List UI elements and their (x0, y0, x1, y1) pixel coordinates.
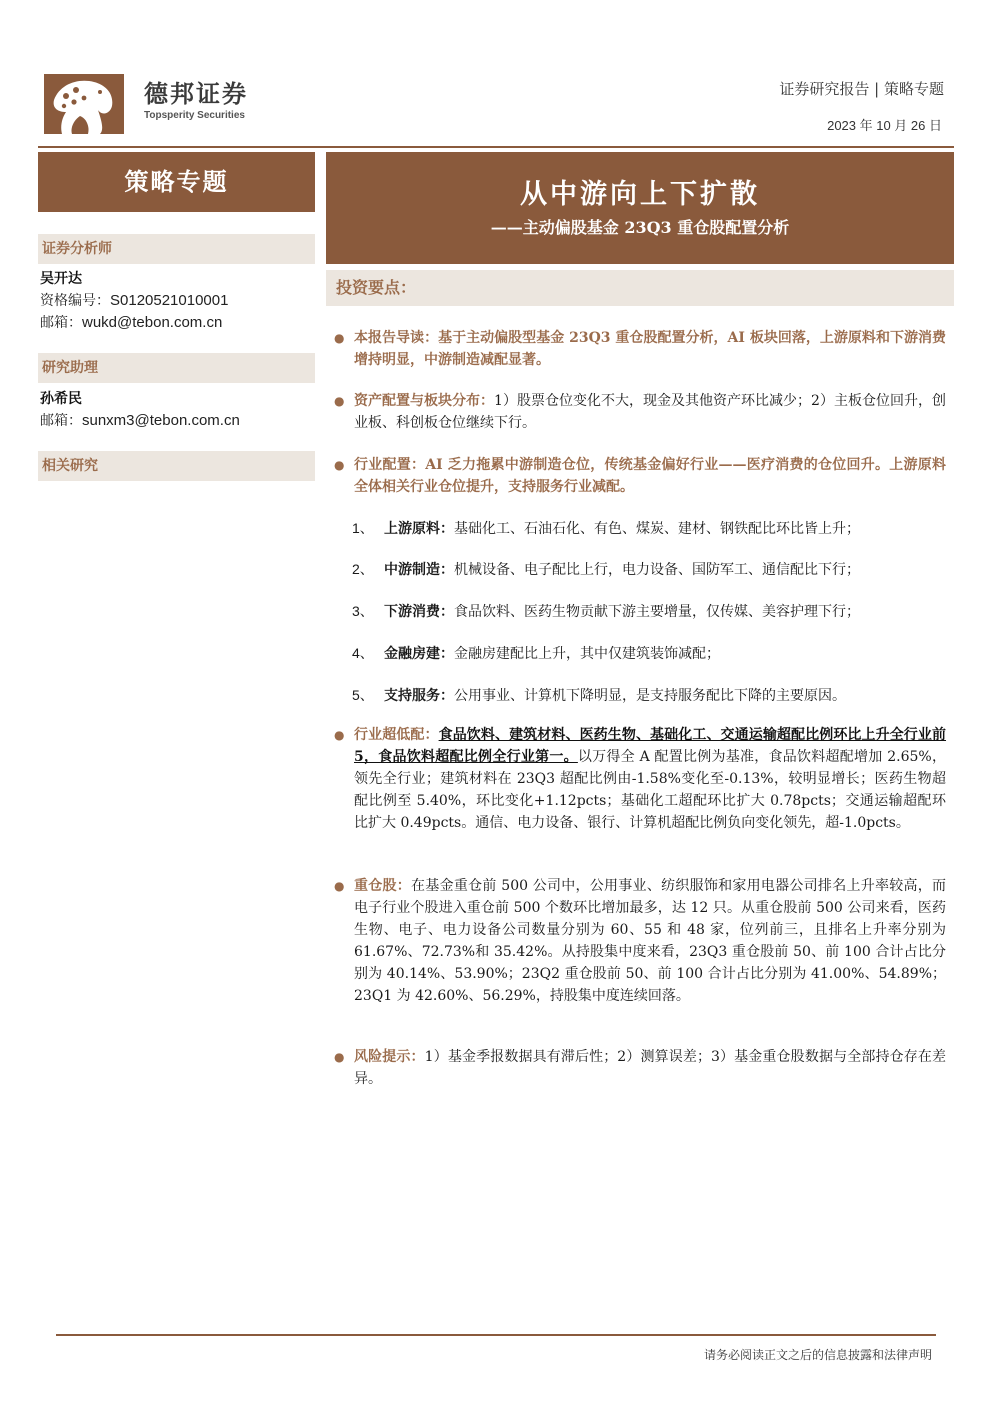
key-point-guide (334, 327, 946, 371)
bullet-icon: ● (334, 458, 345, 472)
key-point-industry-allocation (334, 454, 946, 498)
key-point-highlight: 食品饮料、建筑材料、医药生物、基础化工、交通运输超配比例环比上升全行业前 5，食品饮料超配比例全行业第一。 (354, 727, 947, 765)
list-item (352, 600, 952, 623)
key-point-text: 基于主动偏股型基金 23Q3 重仓股配置分析，AI 板块回落，上游原料和下游消费增持明显，中游制造减配显著。 (354, 330, 947, 368)
bullet-icon: ● (334, 728, 345, 742)
key-point-text: AI 乏力拖累中游制造仓位，传统基金偏好行业——医疗消费的仓位回升。上游原料全体相关行业仓位提升，支持服务行业减配。 (354, 457, 946, 495)
key-points-heading: 投资要点： (326, 270, 954, 306)
key-point-text: 以万得全 A 配置比例为基准，食品饮料超配增加 2.65%，领先全行业；建筑材料在 23Q3 超配比例由-1.58%变化至-0.13%，较明显增长；医药生物超配比例至 5.40%，环比变化+1.12pcts；基础化工超配环比扩大 0.78pcts；交通运输超配环比扩大 0.49pcts。通信、电力设备、银行、计算机超配比例负向变化领先，超-1.0pcts。 (354, 749, 946, 831)
key-point-label: 资产配置与板块分布： (354, 393, 495, 409)
analyst-email-address[interactable]: wukd@tebon.com.cn (82, 314, 223, 331)
assistant-email-address[interactable]: sunxm3@tebon.com.cn (82, 412, 240, 429)
item-text: 公用事业、计算机下降明显，是支持服务配比下降的主要原因。 (454, 688, 846, 704)
analyst-cert (40, 290, 228, 310)
item-key: 支持服务： (384, 688, 454, 704)
bullet-icon: ● (334, 879, 345, 893)
analyst-cert-number: S0120521010001 (110, 292, 229, 309)
report-type: 证券研究报告 | 策略专题 (779, 80, 944, 98)
item-key: 下游消费： (384, 604, 454, 620)
bullet-icon: ● (334, 331, 345, 345)
list-item (352, 558, 952, 581)
item-number: 1、 (352, 520, 374, 536)
assistant-heading: 研究助理 (38, 353, 315, 383)
key-point-label: 风险提示： (354, 1049, 425, 1065)
item-number: 5、 (352, 687, 374, 703)
report-subtitle: ——主动偏股基金 23Q3 重仓股配置分析 (490, 218, 790, 237)
assistant-email (40, 410, 240, 430)
analyst-cert-label: 资格编号： (40, 293, 110, 309)
item-key: 上游原料： (384, 521, 454, 537)
tebon-logo (44, 70, 124, 138)
analyst-name: 吴开达 (40, 271, 82, 287)
footer-divider (56, 1334, 936, 1336)
key-point-label: 行业配置： (354, 457, 426, 473)
key-point-label: 行业超低配： (354, 727, 439, 743)
assistant-name: 孙希民 (40, 391, 82, 407)
related-research-heading: 相关研究 (38, 451, 315, 481)
item-text: 食品饮料、医药生物贡献下游主要增量，仅传媒、美容护理下行； (454, 604, 860, 620)
key-point-text: 1）股票仓位变化不大，现金及其他资产环比减少；2）主板仓位回升，创业板、科创板仓位继续下行。 (354, 393, 946, 431)
brand-name-en: Topsperity Securities (144, 110, 245, 121)
item-key: 中游制造： (384, 562, 454, 578)
item-number: 3、 (352, 603, 374, 619)
list-item (352, 517, 952, 540)
key-point-asset-allocation (334, 390, 946, 434)
item-key: 金融房建： (384, 646, 454, 662)
list-item (352, 642, 952, 665)
key-point-risk (334, 1046, 946, 1090)
item-text: 机械设备、电子配比上行，电力设备、国防军工、通信配比下行； (454, 562, 860, 578)
report-date: 2023 年 10 月 26 日 (827, 118, 942, 133)
analyst-heading: 证券分析师 (38, 234, 315, 264)
report-title: 从中游向上下扩散 (520, 179, 760, 210)
item-number: 4、 (352, 645, 374, 661)
item-text: 金融房建配比上升，其中仅建筑装饰减配； (454, 646, 720, 662)
list-item (352, 684, 952, 707)
brand-name-cn: 德邦证券 (144, 80, 248, 108)
key-point-text: 在基金重仓前 500 公司中，公用事业、纺织服饰和家用电器公司排名上升率较高，而电子行业个股进入重仓前 500 个数环比增加最多，达 12 只。从重仓股前 500 公司来看，医药生物、电子、电力设备公司数量分别为 60、55 和 48 家，位列前三，且排名上升率分别为 61.67%、72.73%和 35.42%。从持股集中度来看，23Q3 重仓股前 50、前 100 合计占比分别为 40.14%、53.90%；23Q2 重仓股前 50、前 100 合计占比分别为 41.00%、54.89%；23Q1 为 42.60%、56.29%，持股集中度连续回落。 (354, 878, 947, 1004)
key-point-label: 本报告导读： (354, 330, 439, 346)
bullet-icon: ● (334, 394, 345, 408)
key-point-over-under-weight (334, 724, 946, 834)
footer-disclaimer: 请务必阅读正文之后的信息披露和法律声明 (703, 1348, 932, 1362)
assistant-email-label: 邮箱： (40, 413, 82, 429)
analyst-email (40, 312, 222, 332)
key-point-label: 重仓股： (354, 878, 412, 894)
item-text: 基础化工、石油石化、有色、煤炭、建材、钢铁配比环比皆上升； (454, 521, 860, 537)
key-point-text: 1）基金季报数据具有滞后性；2）测算误差；3）基金重仓股数据与全部持仓存在差异。 (354, 1049, 946, 1087)
header-divider (38, 146, 954, 148)
item-number: 2、 (352, 561, 374, 577)
key-point-heavy-holdings (334, 875, 946, 1007)
brand (144, 80, 248, 122)
analyst-email-label: 邮箱： (40, 315, 82, 331)
bullet-icon: ● (334, 1050, 345, 1064)
title-banner (326, 152, 954, 264)
sidebar-banner: 策略专题 (38, 152, 315, 212)
